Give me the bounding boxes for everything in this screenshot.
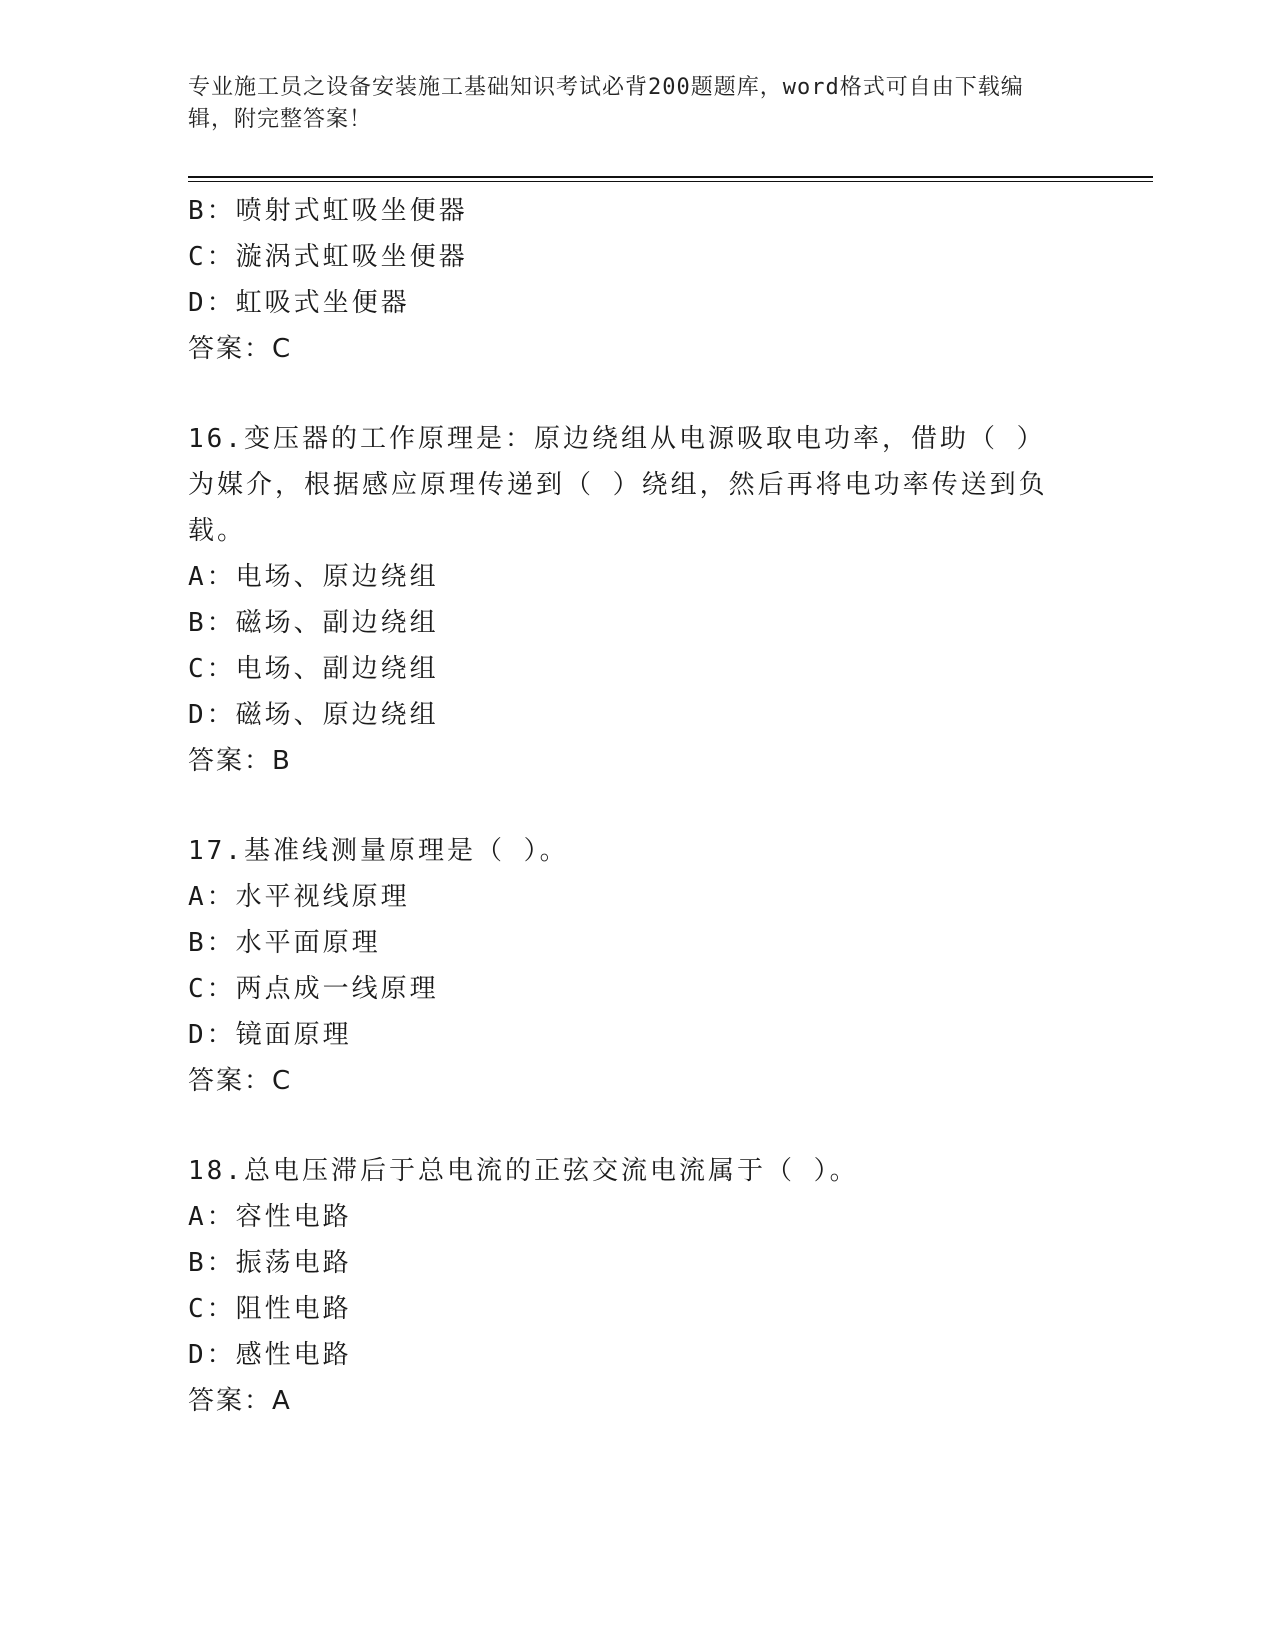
- spacer: [188, 1104, 1088, 1148]
- question-text: 18.总电压滞后于总电流的正弦交流电流属于（ ）。: [188, 1156, 859, 1186]
- option-b: B：振荡电路: [188, 1248, 352, 1278]
- answer: 答案：C: [188, 1066, 293, 1096]
- question-16: [188, 416, 1088, 784]
- option-b: B：喷射式虹吸坐便器: [188, 196, 468, 226]
- option-d: D：镜面原理: [188, 1020, 352, 1050]
- answer: 答案：A: [188, 1386, 292, 1416]
- option-d: D：感性电路: [188, 1340, 352, 1370]
- spacer: [188, 784, 1088, 828]
- question-18: [188, 1148, 1088, 1424]
- question-text: 16.变压器的工作原理是：原边绕组从电源吸取电功率，借助（ ）为媒介，根据感应原理传递到（ ）绕组，然后再将电功率传送到负载。: [188, 424, 1048, 546]
- answer: 答案：B: [188, 746, 292, 776]
- option-c: C：两点成一线原理: [188, 974, 439, 1004]
- option-c: C：电场、副边绕组: [188, 654, 439, 684]
- spacer: [188, 372, 1088, 416]
- option-a: A：容性电路: [188, 1202, 352, 1232]
- header-divider-thin: [188, 181, 1153, 182]
- question-text: 17.基准线测量原理是（ ）。: [188, 836, 569, 866]
- option-d: D：磁场、原边绕组: [188, 700, 439, 730]
- option-c: C：阻性电路: [188, 1294, 352, 1324]
- option-c: C：漩涡式虹吸坐便器: [188, 242, 468, 272]
- document-body: [188, 188, 1088, 1424]
- answer: 答案：C: [188, 334, 293, 364]
- question-17: [188, 828, 1088, 1104]
- header-divider-thick: [188, 176, 1153, 178]
- option-b: B：磁场、副边绕组: [188, 608, 439, 638]
- option-d: D：虹吸式坐便器: [188, 288, 410, 318]
- option-a: A：水平视线原理: [188, 882, 410, 912]
- option-a: A：电场、原边绕组: [188, 562, 439, 592]
- option-b: B：水平面原理: [188, 928, 381, 958]
- question-15-continued: [188, 188, 1088, 372]
- document-header: 专业施工员之设备安装施工基础知识考试必背200题题库，word格式可自由下载编辑，附完整答案！: [188, 75, 1024, 132]
